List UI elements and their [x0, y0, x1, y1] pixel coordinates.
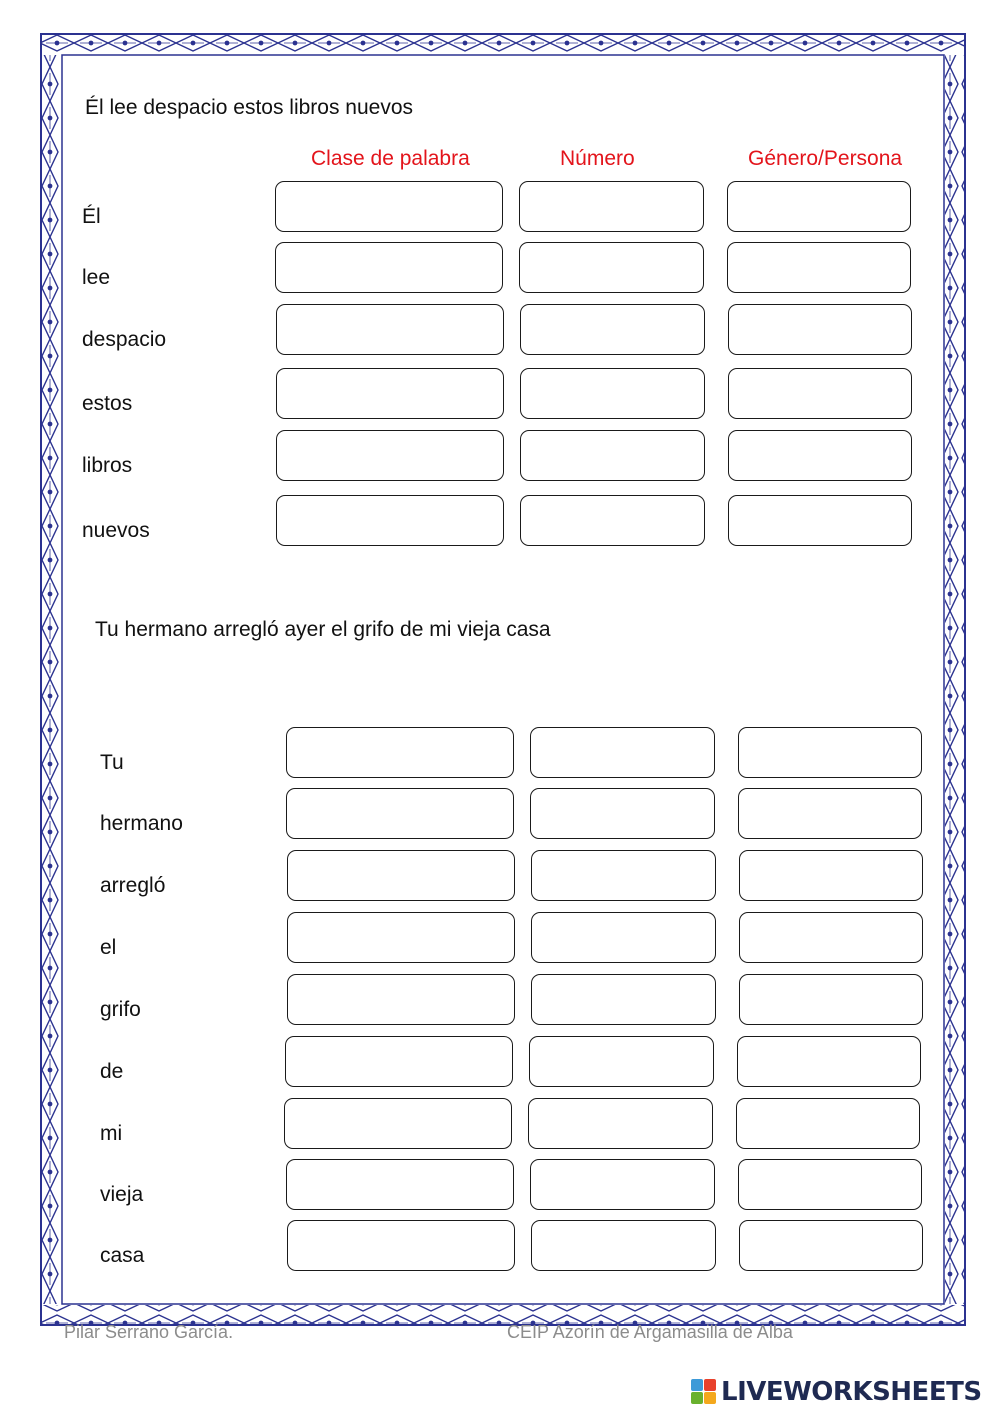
gender-person-answer-box[interactable]: [728, 495, 912, 546]
sentence-1: Él lee despacio estos libros nuevos: [85, 96, 414, 119]
number-answer-box[interactable]: [520, 430, 705, 481]
word-label: de: [100, 1060, 124, 1083]
number-answer-box[interactable]: [520, 495, 705, 546]
liveworksheets-logo-icon: [691, 1379, 717, 1405]
word-class-answer-box[interactable]: [287, 912, 515, 963]
word-label: nuevos: [82, 519, 150, 542]
number-answer-box[interactable]: [531, 1220, 716, 1271]
number-answer-box[interactable]: [531, 850, 716, 901]
word-class-answer-box[interactable]: [275, 242, 503, 293]
gender-person-answer-box[interactable]: [739, 1220, 923, 1271]
word-label: libros: [82, 454, 133, 477]
word-label: vieja: [100, 1183, 144, 1206]
gender-person-answer-box[interactable]: [728, 304, 912, 355]
word-class-answer-box[interactable]: [286, 1159, 514, 1210]
gender-person-answer-box[interactable]: [736, 1098, 920, 1149]
word-label: arregló: [100, 874, 166, 897]
word-class-answer-box[interactable]: [286, 727, 514, 778]
word-label: despacio: [82, 328, 167, 351]
footer-author: Pilar Serrano García.: [64, 1322, 234, 1342]
word-label: estos: [82, 392, 133, 415]
number-answer-box[interactable]: [529, 1036, 714, 1087]
word-label: mi: [100, 1122, 123, 1145]
logo-text: LIVEWORKSHEETS: [721, 1377, 982, 1407]
word-class-answer-box[interactable]: [276, 368, 504, 419]
sentence-2: Tu hermano arregló ayer el grifo de mi vieja casa: [95, 618, 551, 641]
word-class-answer-box[interactable]: [287, 1220, 515, 1271]
word-class-answer-box[interactable]: [276, 495, 504, 546]
word-class-answer-box[interactable]: [287, 974, 515, 1025]
word-class-answer-box[interactable]: [284, 1098, 512, 1149]
word-label: hermano: [100, 812, 183, 835]
word-class-answer-box[interactable]: [287, 850, 515, 901]
word-class-answer-box[interactable]: [285, 1036, 513, 1087]
gender-person-answer-box[interactable]: [739, 912, 923, 963]
gender-person-answer-box[interactable]: [739, 850, 923, 901]
header-number: Número: [560, 147, 635, 170]
gender-person-answer-box[interactable]: [737, 1036, 921, 1087]
gender-person-answer-box[interactable]: [739, 974, 923, 1025]
word-class-answer-box[interactable]: [276, 304, 504, 355]
number-answer-box[interactable]: [528, 1098, 713, 1149]
gender-person-answer-box[interactable]: [738, 788, 922, 839]
word-label: el: [100, 936, 117, 959]
number-answer-box[interactable]: [530, 788, 715, 839]
word-class-answer-box[interactable]: [286, 788, 514, 839]
gender-person-answer-box[interactable]: [727, 181, 911, 232]
number-answer-box[interactable]: [530, 727, 715, 778]
word-label: lee: [82, 266, 111, 289]
number-answer-box[interactable]: [519, 181, 704, 232]
word-label: Tu: [100, 751, 124, 774]
liveworksheets-logo[interactable]: [691, 1375, 982, 1409]
header-word-class: Clase de palabra: [311, 147, 470, 170]
gender-person-answer-box[interactable]: [728, 430, 912, 481]
number-answer-box[interactable]: [520, 368, 705, 419]
number-answer-box[interactable]: [519, 242, 704, 293]
number-answer-box[interactable]: [530, 1159, 715, 1210]
header-gender-person: Género/Persona: [748, 147, 903, 170]
number-answer-box[interactable]: [531, 912, 716, 963]
gender-person-answer-box[interactable]: [738, 727, 922, 778]
word-label: grifo: [100, 998, 141, 1021]
word-class-answer-box[interactable]: [276, 430, 504, 481]
word-label: Él: [82, 205, 101, 228]
gender-person-answer-box[interactable]: [728, 368, 912, 419]
word-label: casa: [100, 1244, 145, 1267]
word-class-answer-box[interactable]: [275, 181, 503, 232]
gender-person-answer-box[interactable]: [727, 242, 911, 293]
footer-school: CEIP Azorín de Argamasilla de Alba: [507, 1322, 793, 1342]
number-answer-box[interactable]: [531, 974, 716, 1025]
number-answer-box[interactable]: [520, 304, 705, 355]
gender-person-answer-box[interactable]: [738, 1159, 922, 1210]
